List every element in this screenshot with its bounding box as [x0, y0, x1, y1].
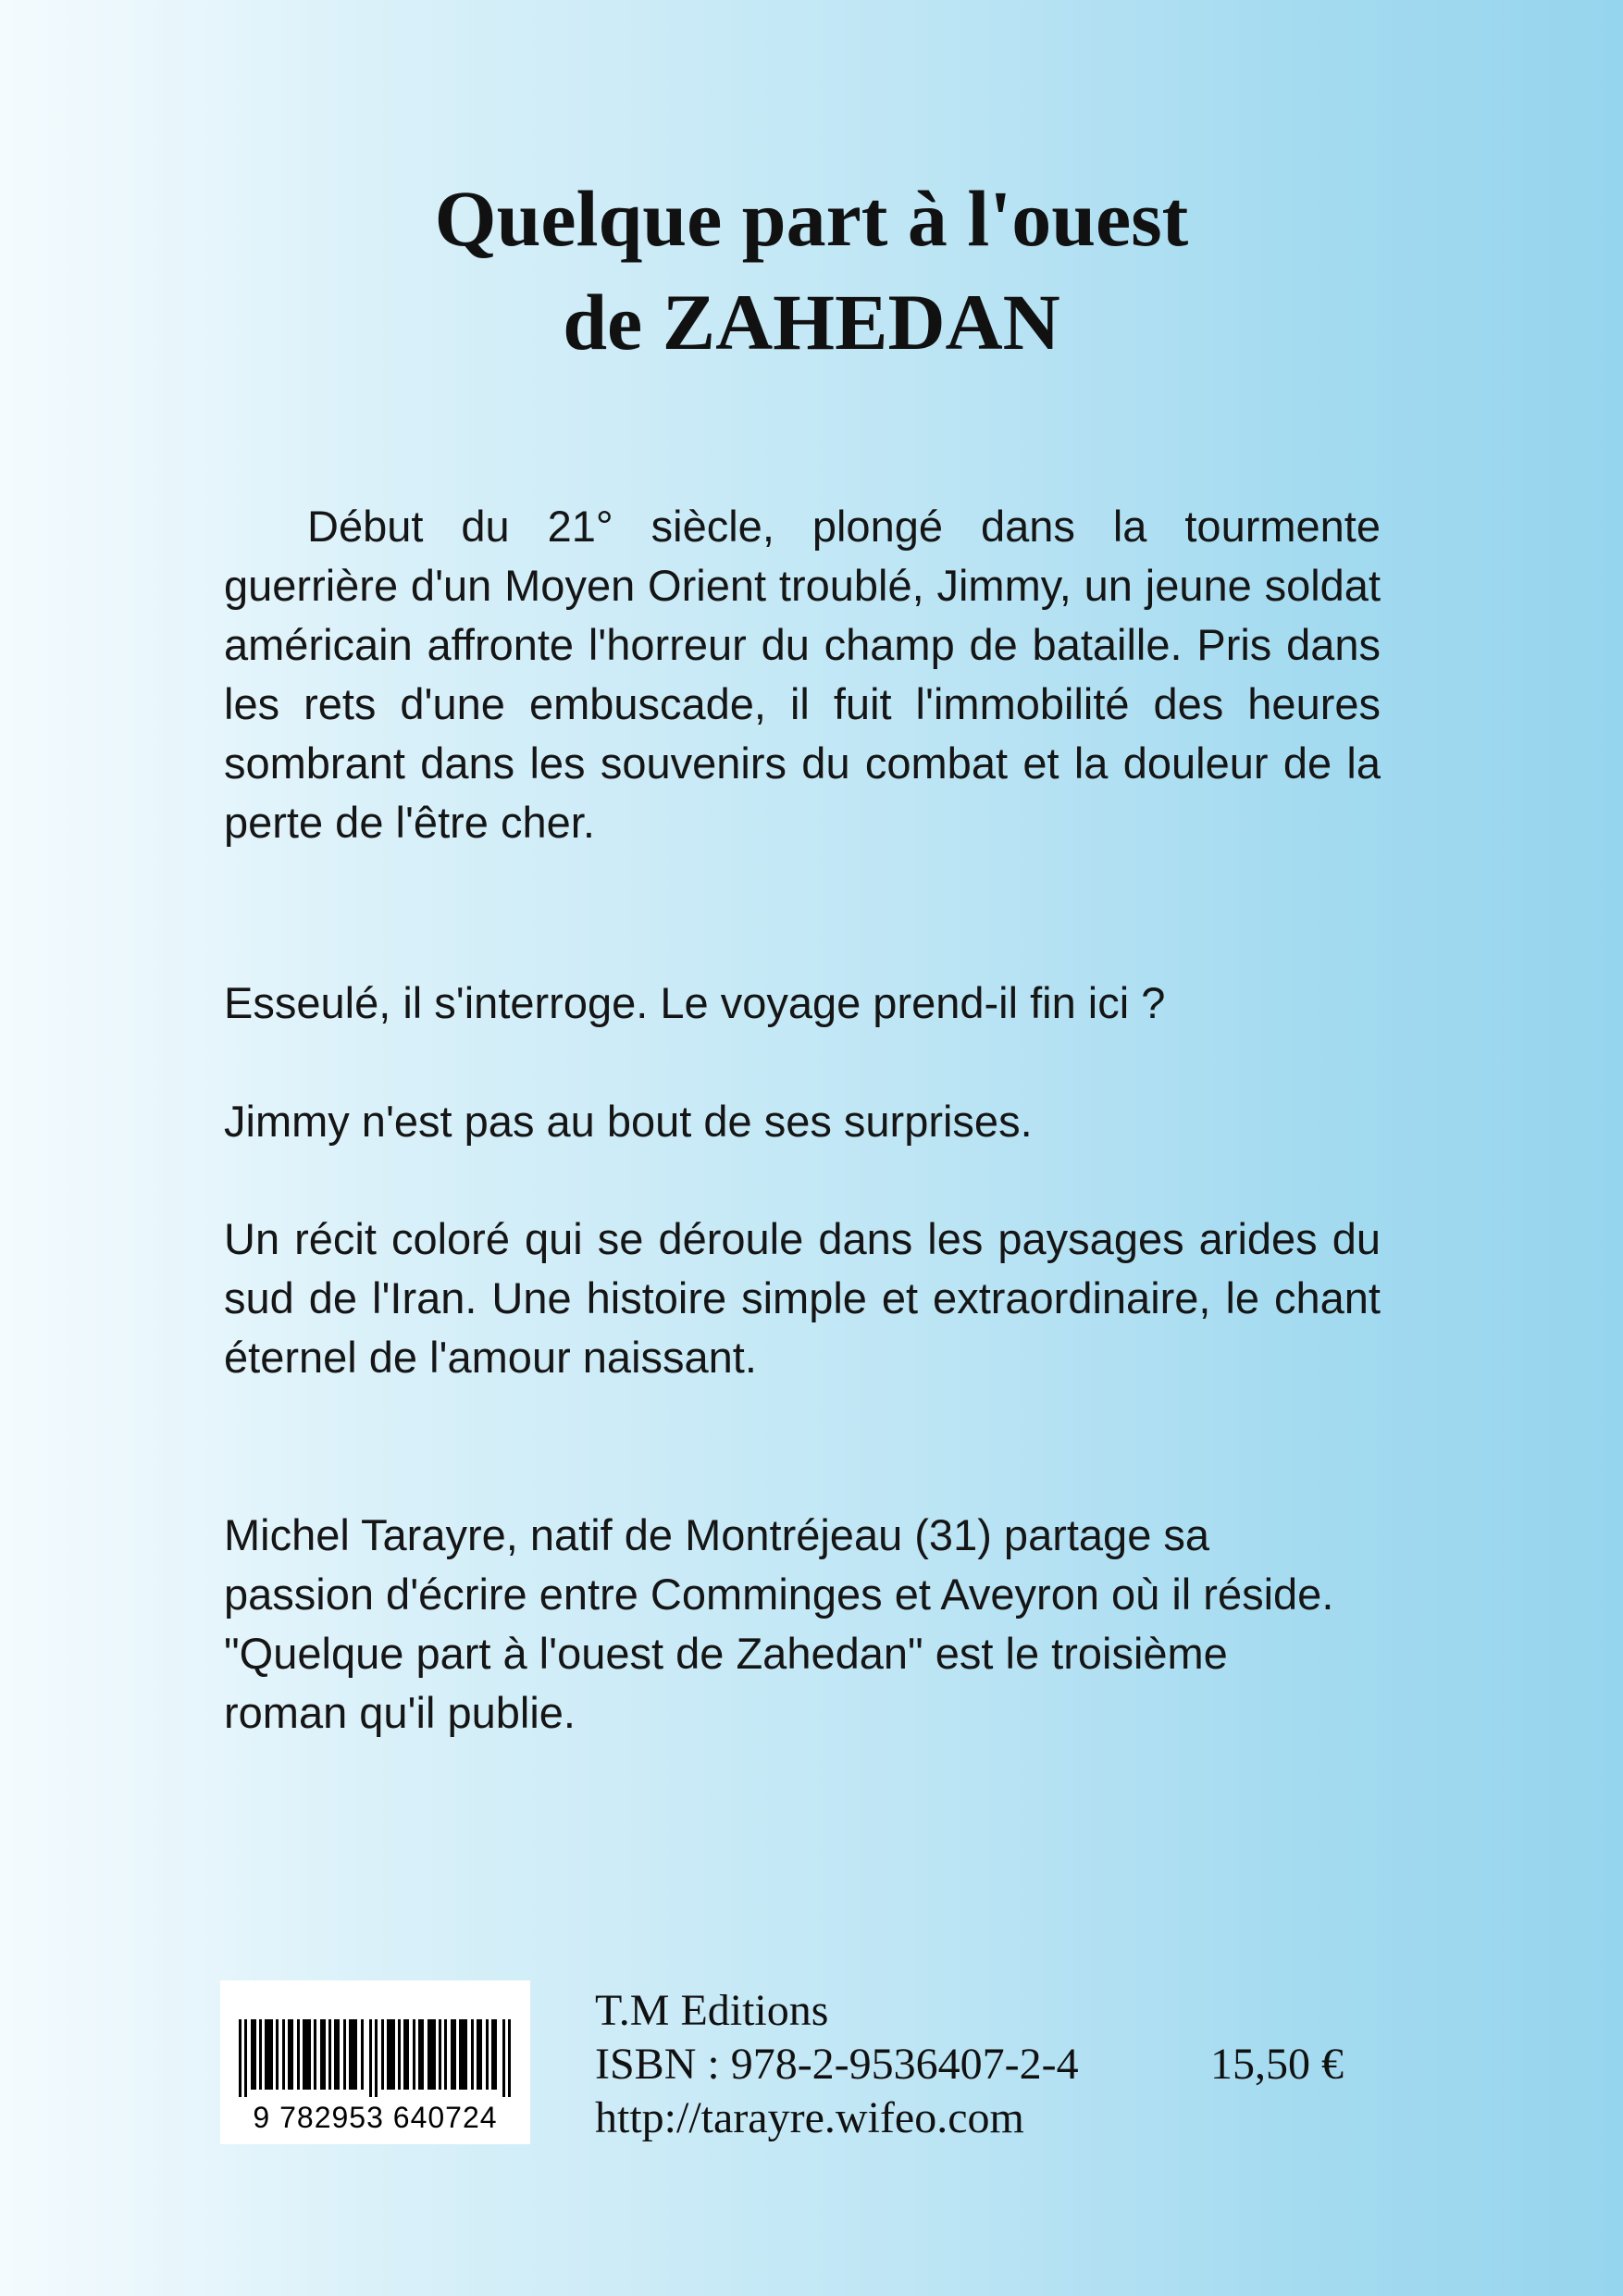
publisher-website: http://tarayre.wifeo.com — [595, 2093, 1024, 2142]
title-line-2: de ZAHEDAN — [563, 278, 1060, 366]
title-line-1: Quelque part à l'ouest — [434, 174, 1189, 263]
synopsis-paragraph-1: Début du 21° siècle, plongé dans la tourmente guerrière d'un Moyen Orient troublé, Jimmy, un jeune soldat américain affronte l'horreur du champ de bataille. Pris dans les rets d'une embuscade, il fuit l'immobilité des heures sombrant dans les souvenirs du combat et la douleur de la perte de l'être cher. — [224, 502, 1381, 847]
publisher-name: T.M Editions — [595, 1986, 829, 2035]
synopsis-paragraph-2: Esseulé, il s'interroge. Le voyage prend-il fin ici ? — [224, 978, 1166, 1027]
synopsis-paragraph-4: Un récit coloré qui se déroule dans les paysages arides du sud de l'Iran. Une histoire simple et extraordinaire, le chant éternel de l'amour naissant. — [224, 1214, 1381, 1382]
barcode — [220, 1980, 530, 2144]
publisher-info — [595, 1984, 1079, 2145]
barcode-digits: 9 782953 640724 — [253, 2101, 498, 2134]
author-bio-paragraph: Michel Tarayre, natif de Montréjeau (31) partage sa passion d'écrire entre Comminges et Aveyron où il réside. "Quelque part à l'ouest de Zahedan" est le troisième roman qu'il publie. — [224, 1510, 1334, 1737]
book-price: 15,50 € — [1210, 2040, 1344, 2089]
isbn-number: ISBN : 978-2-9536407-2-4 — [595, 2040, 1079, 2089]
barcode-icon — [239, 2019, 512, 2097]
book-title — [0, 167, 1623, 374]
synopsis-paragraph-3: Jimmy n'est pas au bout de ses surprises. — [224, 1097, 1033, 1146]
